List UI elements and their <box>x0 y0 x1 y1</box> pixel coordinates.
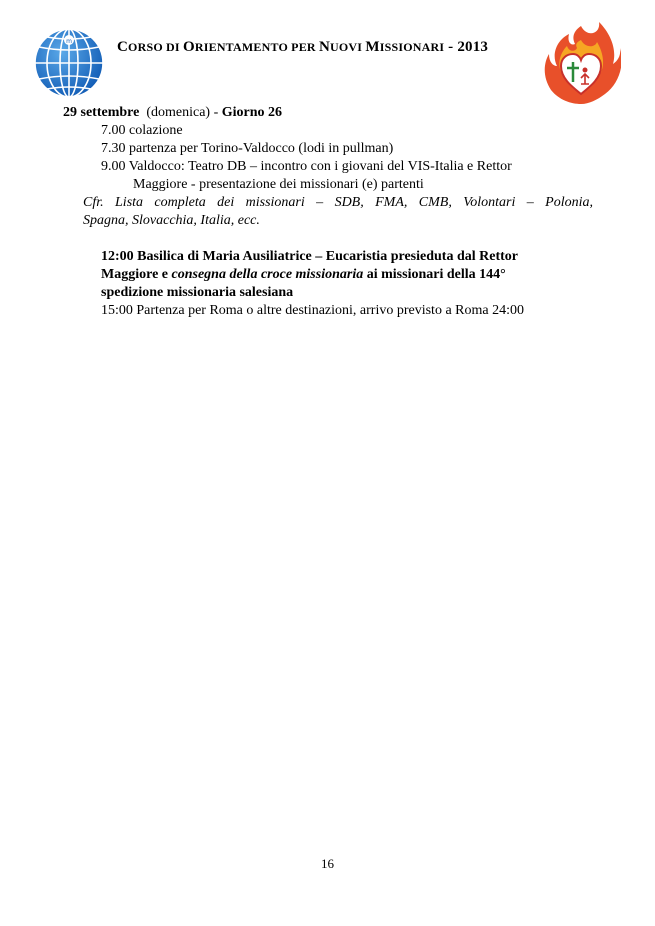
day-date: 29 settembre <box>63 105 140 120</box>
title-part: N <box>318 39 331 55</box>
highlight-line <box>101 266 506 284</box>
highlight-line: spedizione missionaria salesiana <box>101 285 294 300</box>
note-line: Spagna, Slovacchia, Italia, ecc. <box>83 213 260 228</box>
highlight-italic-text: consegna della croce missionaria <box>171 267 364 282</box>
schedule-item-continuation: Maggiore - presentazione dei missionari (e) partenti <box>133 177 424 192</box>
title-part: ISSIONARI <box>379 40 445 54</box>
departure-line: 15:00 Partenza per Roma o altre destinazioni, arrivo previsto a Roma 24:00 <box>101 303 524 318</box>
page-number: 16 <box>321 856 334 871</box>
title-part: ORSO DI <box>128 40 183 54</box>
day-heading <box>63 104 282 122</box>
highlight-line: 12:00 Basilica di Maria Ausiliatrice – Eucaristia presieduta dal Rettor <box>101 249 518 264</box>
flame-heart-logo-icon <box>541 20 621 106</box>
title-part: RIENTAMENTO PER <box>194 40 319 54</box>
globe-logo-icon <box>33 27 105 99</box>
title-part: O <box>183 39 195 55</box>
schedule-item: 7.00 colazione <box>101 123 183 138</box>
title-part: - 2013 <box>444 39 489 55</box>
day-label: Giorno 26 <box>221 105 283 120</box>
title-part: UOVI <box>330 40 366 54</box>
schedule-item: 9.00 Valdocco: Teatro DB – incontro con i giovani del VIS-Italia e Rettor <box>101 159 512 174</box>
highlight-text: ai missionari della 144° <box>363 267 506 282</box>
document-header-title <box>117 39 488 56</box>
title-part: M <box>365 39 380 55</box>
schedule-item: 7.30 partenza per Torino-Valdocco (lodi in pullman) <box>101 141 394 156</box>
note-line: Cfr. Lista completa dei missionari – SDB, FMA, CMB, Volontari – Polonia, <box>83 195 593 210</box>
title-part: C <box>117 39 129 55</box>
day-weekday: (domenica) - <box>146 105 219 120</box>
svg-text:m: m <box>66 38 72 45</box>
highlight-text: Maggiore e <box>101 267 172 282</box>
